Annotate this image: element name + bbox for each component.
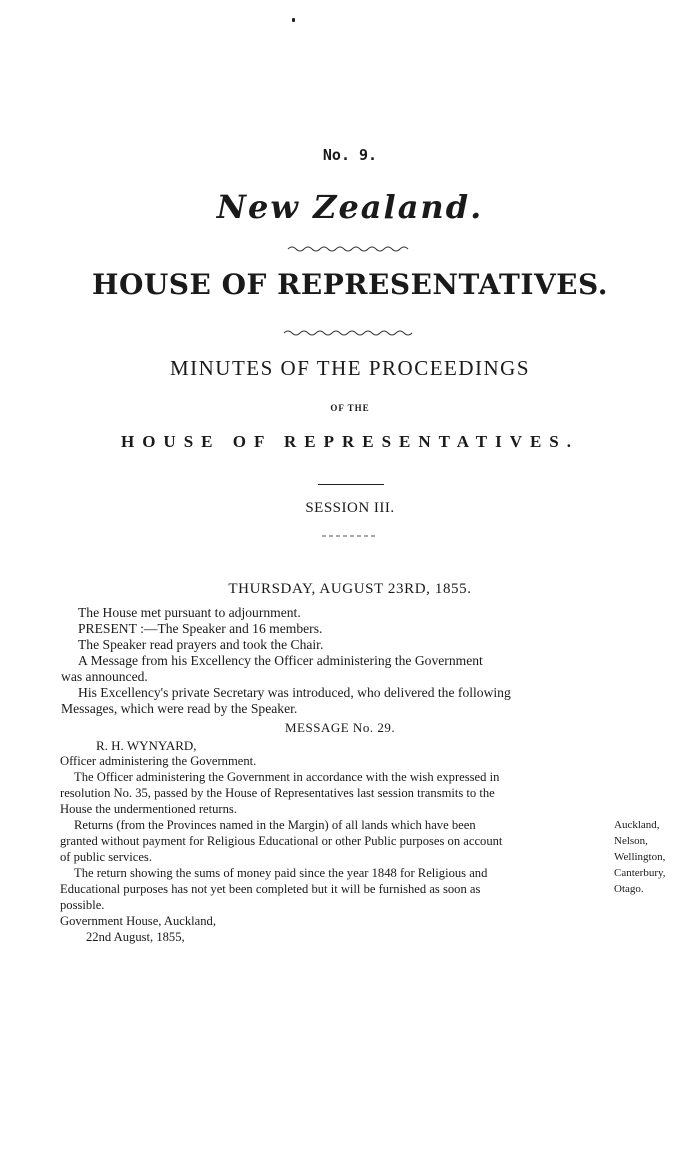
proceeding-line: A Message from his Excellency the Officer administering the Government bbox=[78, 653, 483, 668]
section-rule bbox=[318, 484, 384, 485]
session-label: SESSION III. bbox=[305, 500, 395, 516]
margin-province: Otago. bbox=[614, 883, 644, 895]
minutes-title: MINUTES OF THE PROCEEDINGS bbox=[169, 356, 531, 380]
message-signatory: R. H. WYNYARD, bbox=[96, 738, 197, 753]
message-line: The return showing the sums of money paid since the year 1848 for Religious and bbox=[74, 866, 488, 880]
message-line: possible. bbox=[60, 898, 105, 912]
proceeding-line: The Speaker read prayers and took the Chair. bbox=[78, 637, 324, 652]
proceeding-line: PRESENT :—The Speaker and 16 members. bbox=[78, 621, 323, 636]
proceeding-line: was announced. bbox=[61, 669, 148, 684]
country-title: New Zealand. bbox=[216, 188, 484, 226]
proceeding-line: His Excellency's private Secretary was introduced, who delivered the following bbox=[78, 685, 511, 700]
message-signatory-title: Officer administering the Government. bbox=[60, 754, 257, 768]
message-line: Educational purposes has not yet been completed but it will be furnished as soon as bbox=[60, 882, 481, 896]
margin-province: Nelson, bbox=[614, 835, 648, 847]
message-line: granted without payment for Religious Educational or other Public purposes on account bbox=[60, 834, 503, 848]
margin-province: Wellington, bbox=[614, 851, 666, 863]
dash-ornament bbox=[0, 531, 700, 541]
message-date: 22nd August, 1855, bbox=[86, 930, 185, 944]
proceeding-line: The House met pursuant to adjournment. bbox=[78, 605, 301, 620]
margin-province: Auckland, bbox=[614, 819, 660, 831]
house-subtitle: HOUSE OF REPRESENTATIVES. bbox=[120, 432, 580, 451]
house-title: HOUSE OF REPRESENTATIVES. bbox=[92, 268, 608, 301]
ornament-squiggle-top bbox=[0, 244, 700, 254]
message-line: resolution No. 35, passed by the House of Representatives last session transmits to the bbox=[60, 786, 495, 800]
margin-province: Canterbury, bbox=[614, 867, 666, 879]
of-the-label: OF THE bbox=[330, 403, 370, 413]
ornament-squiggle-bottom bbox=[0, 328, 700, 338]
sitting-date: THURSDAY, AUGUST 23RD, 1855. bbox=[228, 581, 472, 597]
message-line: of public services. bbox=[60, 850, 152, 864]
proceeding-line: Messages, which were read by the Speaker. bbox=[61, 701, 298, 716]
document-number: No. 9. bbox=[322, 146, 378, 164]
ink-speck bbox=[292, 18, 295, 22]
message-line: House the undermentioned returns. bbox=[60, 802, 237, 816]
message-line: Returns (from the Provinces named in the Margin) of all lands which have been bbox=[74, 818, 476, 832]
message-line: The Officer administering the Government in accordance with the wish expressed in bbox=[74, 770, 500, 784]
message-place: Government House, Auckland, bbox=[60, 914, 216, 928]
message-heading: MESSAGE No. 29. bbox=[285, 720, 396, 735]
